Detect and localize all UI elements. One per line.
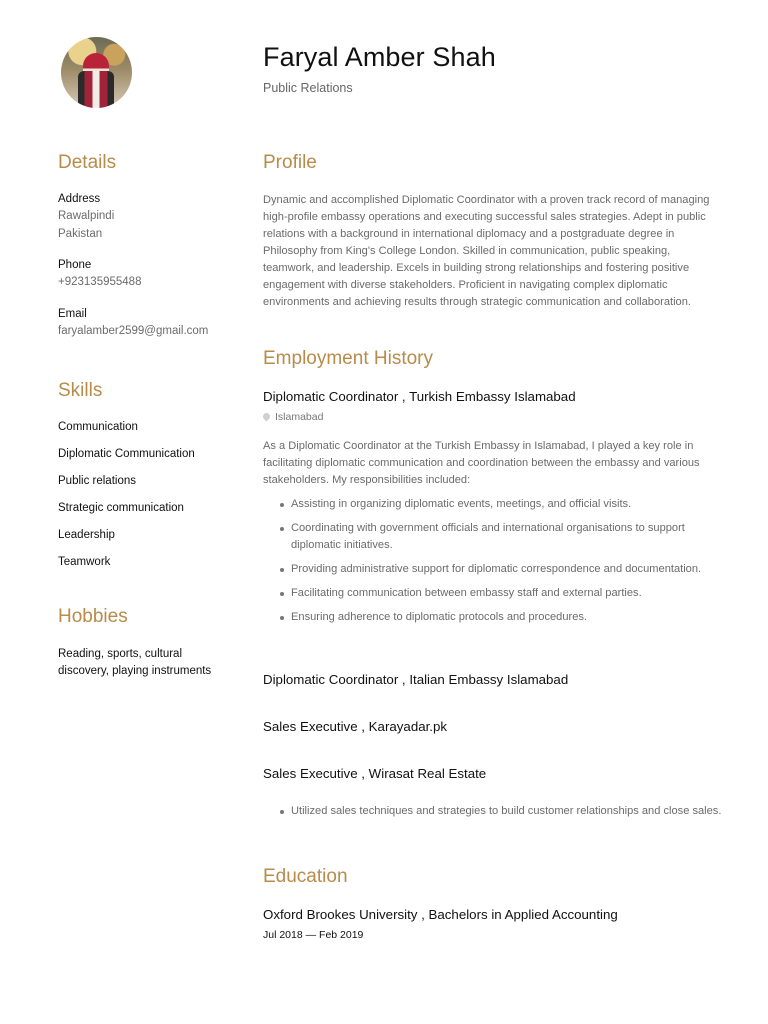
address-label: Address xyxy=(58,193,101,205)
skills-heading: Skills xyxy=(58,380,103,401)
location-pin-icon xyxy=(263,413,270,422)
list-item: Utilized sales techniques and strategies to build customer relationships and close sales. xyxy=(279,803,725,820)
hobbies-heading: Hobbies xyxy=(58,606,128,627)
job-title: Sales Executive , Karayadar.pk xyxy=(263,719,448,734)
job-description: As a Diplomatic Coordinator at the Turkish Embassy in Islamabad, I played a key role in facilitating diplomatic communication and coordination between the embassy and various stakeholders. My responsibilities included: xyxy=(263,440,700,486)
list-item: Ensuring adherence to diplomatic protocols and procedures. xyxy=(279,609,725,626)
skill-item: Public relations xyxy=(58,475,136,487)
education-heading: Education xyxy=(263,866,348,887)
job-bullet-list xyxy=(279,496,725,626)
skill-item: Strategic communication xyxy=(58,502,184,514)
list-item: Assisting in organizing diplomatic events, meetings, and official visits. xyxy=(279,496,725,513)
education-dates: Jul 2018 — Feb 2019 xyxy=(263,929,364,941)
email-value: faryalamber2599@gmail.com xyxy=(58,325,209,337)
profile-summary: Dynamic and accomplished Diplomatic Coordinator with a proven track record of managing high-profile embassy operations and executing successful sales strategies. Adept in public relations with a background in international diplomacy and a postgraduate degree in Philosophy from King's College London. Skilled in communication, public speaking, teamwork, and leadership. Excels in building strong relationships and fostering positive engagement with diverse stakeholders. Proficient in navigating complex diplomatic environments and achieving results through strategic communication and collaboration. xyxy=(263,194,710,308)
address-line2: Pakistan xyxy=(58,228,103,240)
candidate-role: Public Relations xyxy=(263,81,353,95)
job-location xyxy=(263,411,323,423)
list-item: Coordinating with government officials and international organisations to support diplomatic initiatives. xyxy=(279,520,725,554)
profile-photo xyxy=(61,37,132,108)
email-label: Email xyxy=(58,308,87,320)
profile-heading: Profile xyxy=(263,152,317,173)
job-title: Diplomatic Coordinator , Italian Embassy Islamabad xyxy=(263,672,569,687)
address-line1: Rawalpindi xyxy=(58,210,115,222)
job-location-text: Islamabad xyxy=(275,411,324,423)
job-title: Sales Executive , Wirasat Real Estate xyxy=(263,766,487,781)
skill-item: Diplomatic Communication xyxy=(58,448,195,460)
list-item: Providing administrative support for diplomatic correspondence and documentation. xyxy=(279,561,725,578)
email-block xyxy=(58,308,238,340)
job-title: Diplomatic Coordinator , Turkish Embassy Islamabad xyxy=(263,389,576,404)
phone-label: Phone xyxy=(58,259,92,271)
phone-block xyxy=(58,259,238,291)
address-block xyxy=(58,193,238,243)
phone-value: +923135955488 xyxy=(58,276,142,288)
skill-item: Teamwork xyxy=(58,556,111,568)
skill-item: Leadership xyxy=(58,529,115,541)
education-title: Oxford Brookes University , Bachelors in Applied Accounting xyxy=(263,907,618,922)
skill-item: Communication xyxy=(58,421,138,433)
details-heading: Details xyxy=(58,152,117,173)
hobbies-text: Reading, sports, cultural discovery, playing instruments xyxy=(58,648,212,677)
candidate-name: Faryal Amber Shah xyxy=(263,42,496,72)
photo-scarf xyxy=(78,71,114,108)
job-bullet-list xyxy=(279,803,725,820)
list-item: Facilitating communication between embassy staff and external parties. xyxy=(279,585,725,602)
employment-heading: Employment History xyxy=(263,348,433,369)
